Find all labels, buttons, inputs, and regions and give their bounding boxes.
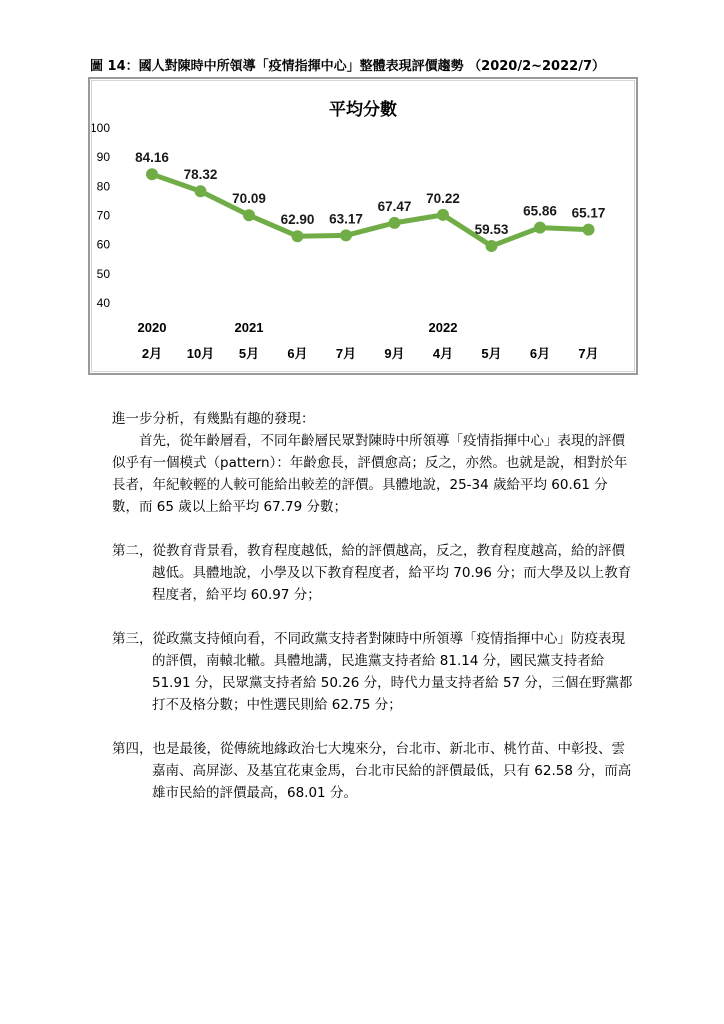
- x-category-label: 6月: [287, 346, 308, 361]
- item-party: 第三，從政黨支持傾向看，不同政黨支持者對陳時中所領導「疫情指揮中心」防疫表現的評價，南轅北轍。具體地講，民進黨支持者給 81.14 分，國民黨支持者給 51.91 分，民眾黨支持者給 50.26 分，時代力量支持者給 57 分，三個在野黨都打不及格分數；中性選民則給 62.75 分；: [112, 631, 633, 713]
- y-tick-label: 70: [96, 208, 110, 223]
- x-year-label: 2020: [137, 320, 167, 335]
- data-label: 70.09: [232, 191, 266, 207]
- data-label: 84.16: [135, 150, 169, 166]
- data-label: 59.53: [474, 222, 509, 238]
- data-point: [389, 217, 401, 229]
- data-point: [583, 224, 595, 236]
- item-education: 第二，從教育背景看，教育程度越低，給的評價越高，反之，教育程度越高，給的評價越低。具體地說，小學及以下教育程度者，給平均 70.96 分；而大學及以上教育程度者，給平均 60.97 分；: [112, 543, 632, 603]
- data-point: [340, 229, 352, 241]
- data-point: [146, 168, 158, 180]
- y-tick-label: 60: [96, 237, 110, 252]
- data-point: [195, 185, 207, 197]
- data-label: 63.17: [329, 211, 363, 227]
- intro-text: 進一步分析，有幾點有趣的發現：: [112, 411, 315, 427]
- chart-title: 平均分數: [329, 100, 397, 119]
- x-category-label: 2月: [141, 346, 163, 361]
- y-tick-label: 100: [90, 121, 110, 135]
- item-region: 第四，也是最後，從傳統地緣政治七大塊來分，台北市、新北市、桃竹苗、中彰投、雲嘉南、高屏澎、及基宜花東金馬，台北市民給的評價最低，只有 62.58 分，而高雄市民給的評價最高，68.01 分。: [112, 741, 632, 801]
- y-tick-label: 90: [96, 150, 110, 165]
- x-category-label: 5月: [238, 346, 260, 361]
- x-category-label: 6月: [529, 346, 551, 361]
- data-point: [437, 209, 449, 221]
- data-point: [486, 240, 498, 252]
- x-category-label: 4月: [432, 346, 454, 361]
- x-category-label: 7月: [578, 346, 599, 361]
- y-tick-label: 50: [96, 266, 110, 281]
- line-chart: [90, 79, 636, 373]
- data-label: 62.90: [280, 212, 315, 228]
- data-label: 67.47: [377, 198, 412, 214]
- x-year-label: 2021: [234, 320, 264, 335]
- paragraph-age: 首先，從年齡層看，不同年齡層民眾對陳時中所領導「疫情指揮中心」表現的評價似乎有一個模式（pattern）：年齡愈長，評價愈高；反之，亦然。也就是說，相對於年長者，年紀較輕的人較可能給出較差的評價。具體地說，25-34 歲給平均 60.61 分數，而 65 歲以上給平均 67.79 分數；: [112, 433, 628, 515]
- data-point: [292, 230, 304, 242]
- data-point: [534, 222, 546, 234]
- y-tick-label: 40: [96, 296, 110, 310]
- data-label: 65.17: [571, 205, 606, 221]
- data-label: 78.32: [183, 167, 218, 183]
- x-category-label: 9月: [384, 346, 405, 361]
- x-category-label: 10月: [186, 346, 215, 361]
- data-label: 65.86: [523, 203, 557, 219]
- x-category-label: 5月: [481, 346, 502, 361]
- figure-caption: 圖 14：國人對陳時中所領導「疫情指揮中心」整體表現評價趨勢 （2020/2~2022/7）: [90, 59, 605, 74]
- chart-frame: [88, 77, 638, 375]
- y-tick-label: 80: [96, 179, 110, 194]
- data-label: 70.22: [426, 190, 460, 206]
- x-category-label: 7月: [335, 346, 357, 361]
- data-point: [243, 209, 255, 221]
- x-year-label: 2022: [428, 320, 458, 335]
